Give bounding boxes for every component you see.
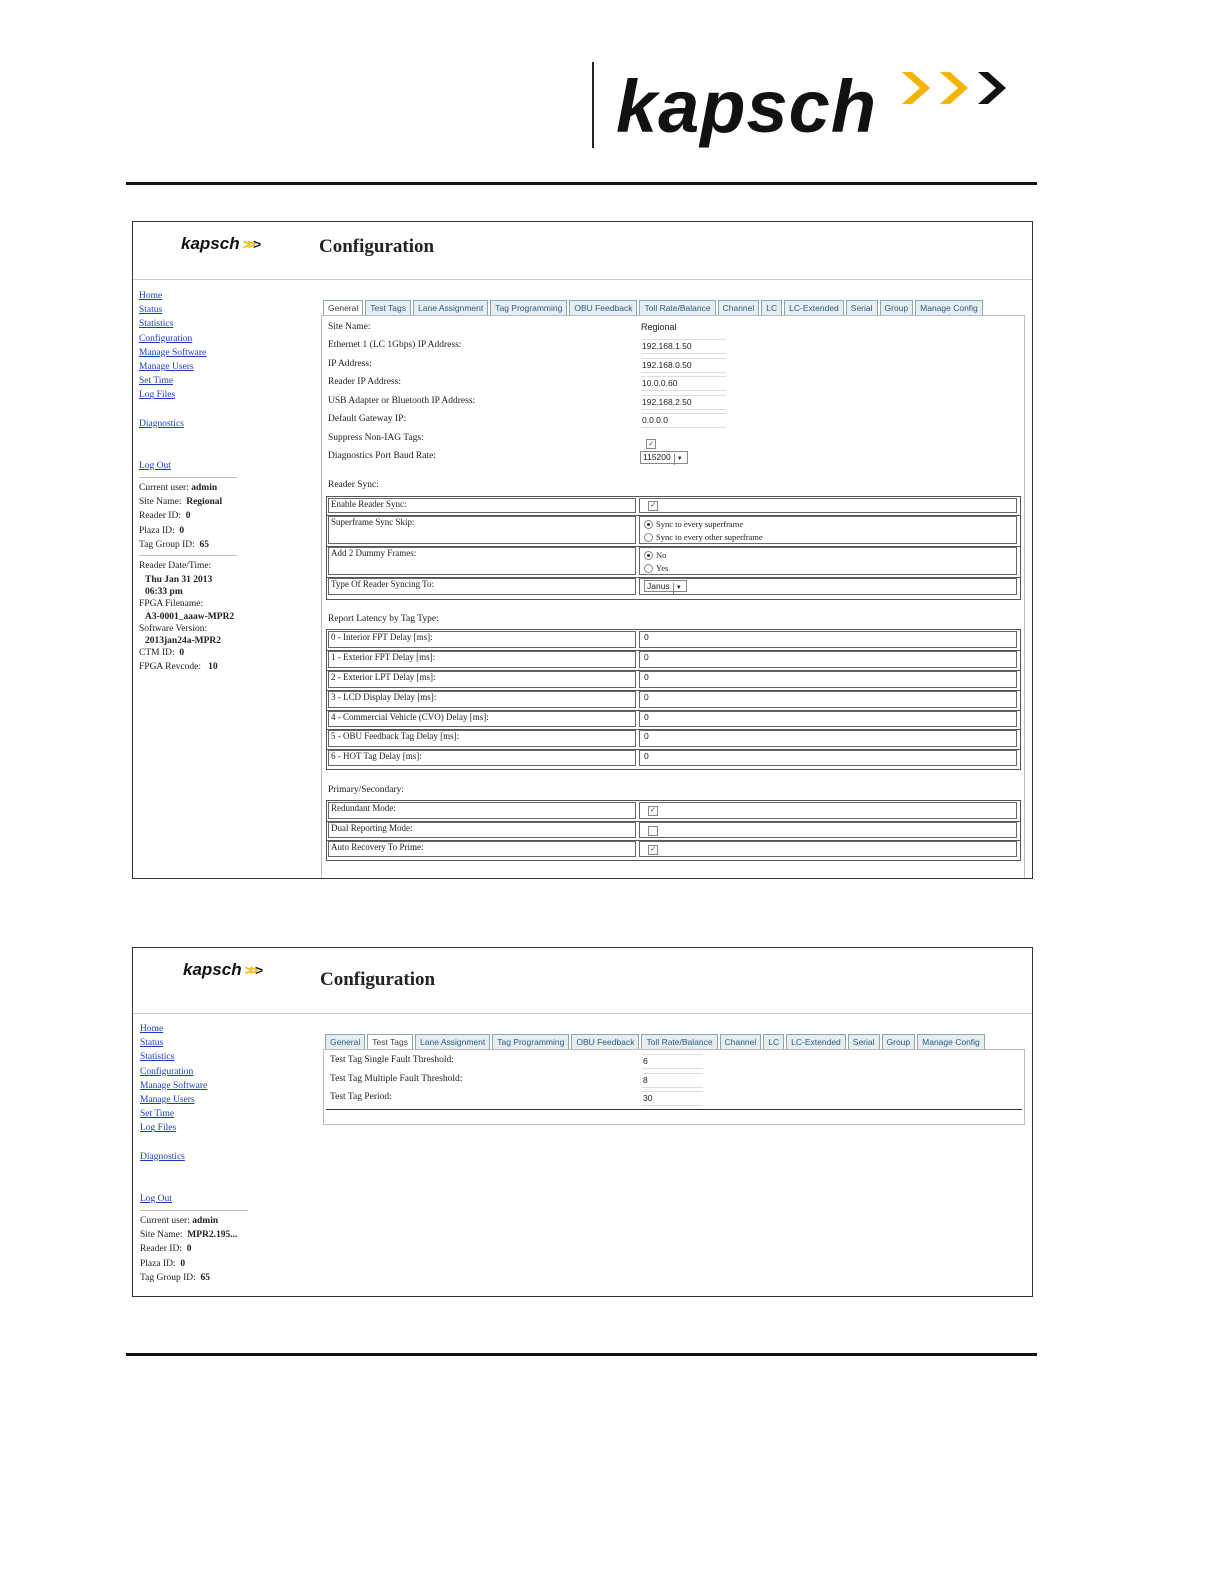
config-tabs xyxy=(323,300,983,316)
latency-input[interactable]: 0 xyxy=(639,651,1017,668)
eth1-ip-input[interactable]: 192.168.1.50 xyxy=(641,339,726,354)
tab-tag-programming[interactable]: Tag Programming xyxy=(492,1034,569,1050)
nav-menu xyxy=(140,1022,207,1206)
tab-toll-rate[interactable]: Toll Rate/Balance xyxy=(639,300,715,316)
config-test-tags-screenshot xyxy=(132,947,1033,1297)
tab-manage-config[interactable]: Manage Config xyxy=(917,1034,985,1050)
field-label: Default Gateway IP: xyxy=(328,414,407,424)
nav-diagnostics[interactable]: Diagnostics xyxy=(139,418,184,429)
baud-rate-select[interactable]: 115200 ▼ xyxy=(640,451,688,464)
sync-type-label: Type Of Reader Syncing To: xyxy=(328,578,636,595)
nav-manage-software[interactable]: Manage Software xyxy=(140,1080,208,1091)
tab-channel[interactable]: Channel xyxy=(720,1034,762,1050)
general-panel xyxy=(321,315,1025,879)
footer-rule xyxy=(126,1353,1037,1356)
nav-home[interactable]: Home xyxy=(139,291,163,301)
nav-statistics[interactable]: Statistics xyxy=(139,319,174,330)
page-title: Configuration xyxy=(319,236,435,257)
mini-logo: kapsch >>> xyxy=(181,234,259,253)
nav-menu xyxy=(139,289,206,473)
field-label: USB Adapter or Bluetooth IP Address: xyxy=(328,396,476,406)
tab-channel[interactable]: Channel xyxy=(718,300,760,316)
sync-every-option[interactable]: Sync to every superframe xyxy=(644,518,1016,531)
auto-recovery-checkbox[interactable]: ✓ xyxy=(648,845,658,855)
nav-statistics[interactable]: Statistics xyxy=(140,1052,175,1063)
reader-sync-table xyxy=(326,496,1021,600)
latency-row-label: 2 - Exterior LPT Delay [ms]: xyxy=(328,671,636,688)
latency-row-label: 0 - Interior FPT Delay [ms]: xyxy=(328,631,636,648)
redundant-mode-label: Redundant Mode: xyxy=(328,802,636,819)
tab-test-tags[interactable]: Test Tags xyxy=(365,300,411,316)
dual-reporting-checkbox[interactable] xyxy=(648,826,658,836)
nav-manage-users[interactable]: Manage Users xyxy=(139,362,194,373)
field-label: Test Tag Single Fault Threshold: xyxy=(330,1055,454,1065)
nav-logout[interactable]: Log Out xyxy=(139,460,171,471)
enable-sync-checkbox[interactable]: ✓ xyxy=(648,501,658,511)
tab-obu-feedback[interactable]: OBU Feedback xyxy=(569,300,637,316)
nav-diagnostics[interactable]: Diagnostics xyxy=(140,1151,185,1162)
mini-logo: kapsch >>> xyxy=(183,960,261,979)
latency-row-label: 6 - HOT Tag Delay [ms]: xyxy=(328,750,636,766)
config-general-screenshot xyxy=(132,221,1033,879)
nav-manage-users[interactable]: Manage Users xyxy=(140,1095,195,1106)
nav-set-time[interactable]: Set Time xyxy=(139,376,174,387)
field-label: Test Tag Multiple Fault Threshold: xyxy=(330,1074,463,1084)
nav-status[interactable]: Status xyxy=(140,1038,164,1049)
tab-manage-config[interactable]: Manage Config xyxy=(915,300,983,316)
tab-lc-extended[interactable]: LC-Extended xyxy=(786,1034,846,1050)
chevron-down-icon: ▼ xyxy=(674,454,685,465)
field-label: Ethernet 1 (LC 1Gbps) IP Address: xyxy=(328,340,462,350)
field-label: Site Name: xyxy=(328,322,371,332)
sync-skip-label: Superframe Sync Skip: xyxy=(328,516,636,544)
ip-address-input[interactable]: 192.168.0.50 xyxy=(641,358,726,373)
tab-test-tags[interactable]: Test Tags xyxy=(367,1034,413,1050)
field-label: Diagnostics Port Baud Rate: xyxy=(328,451,436,461)
latency-table xyxy=(326,629,1021,770)
page-title: Configuration xyxy=(320,969,436,990)
latency-row-label: 1 - Exterior FPT Delay [ms]: xyxy=(328,651,636,668)
tab-lane-assignment[interactable]: Lane Assignment xyxy=(415,1034,490,1050)
logo-wordmark: kapsch xyxy=(616,65,878,148)
field-label: Suppress Non-IAG Tags: xyxy=(328,433,424,443)
dummy-frames-label: Add 2 Dummy Frames: xyxy=(328,547,636,575)
session-info: Current user: admin Site Name: MPR2.195... Reader ID: 0 Plaza ID: 0 Tag Group ID: 65 xyxy=(140,1207,248,1285)
header-divider xyxy=(133,1013,1032,1014)
reader-ip-input[interactable]: 10.0.0.60 xyxy=(641,376,726,391)
nav-log-files[interactable]: Log Files xyxy=(139,390,176,401)
sync-type-select[interactable]: Janus ▼ xyxy=(644,580,687,592)
tab-general[interactable]: General xyxy=(325,1034,365,1050)
tab-lc[interactable]: LC xyxy=(763,1034,784,1050)
field-label: Test Tag Period: xyxy=(330,1092,392,1102)
chevron-down-icon: ▼ xyxy=(673,583,684,594)
usb-ip-input[interactable]: 192.168.2.50 xyxy=(641,395,726,410)
logo-chevrons-icon xyxy=(902,66,1022,116)
primary-secondary-table xyxy=(326,800,1021,861)
sync-every-other-option[interactable]: Sync to every other superframe xyxy=(644,531,1016,544)
field-label: Reader IP Address: xyxy=(328,377,401,387)
tab-lc-extended[interactable]: LC-Extended xyxy=(784,300,844,316)
dummy-no-option[interactable]: No xyxy=(644,549,1016,562)
latency-input[interactable]: 0 xyxy=(639,691,1017,708)
logo-divider xyxy=(592,62,594,148)
test-tags-panel xyxy=(323,1049,1025,1125)
latency-label: Report Latency by Tag Type: xyxy=(328,614,439,624)
nav-logout[interactable]: Log Out xyxy=(140,1193,172,1204)
test-tag-period-input[interactable]: 30 xyxy=(642,1091,703,1106)
gateway-ip-input[interactable]: 0.0.0.0 xyxy=(641,413,726,428)
radio-icon xyxy=(644,551,653,560)
latency-input[interactable]: 0 xyxy=(639,671,1017,688)
tab-group[interactable]: Group xyxy=(880,300,914,316)
auto-recovery-label: Auto Recovery To Prime: xyxy=(328,841,636,857)
tab-lc[interactable]: LC xyxy=(761,300,782,316)
config-tabs xyxy=(325,1034,985,1050)
site-name-value: Regional xyxy=(641,322,677,332)
latency-input[interactable]: 0 xyxy=(639,730,1017,747)
primary-secondary-label: Primary/Secondary: xyxy=(328,785,404,795)
dual-reporting-label: Dual Reporting Mode: xyxy=(328,822,636,838)
tab-serial[interactable]: Serial xyxy=(848,1034,880,1050)
tab-obu-feedback[interactable]: OBU Feedback xyxy=(571,1034,639,1050)
dummy-yes-option[interactable]: Yes xyxy=(644,562,1016,575)
header-divider xyxy=(133,279,1032,280)
tab-toll-rate[interactable]: Toll Rate/Balance xyxy=(641,1034,717,1050)
enable-sync-label: Enable Reader Sync: xyxy=(328,498,636,513)
nav-configuration[interactable]: Configuration xyxy=(140,1066,194,1077)
tab-group[interactable]: Group xyxy=(882,1034,916,1050)
reader-sync-label: Reader Sync: xyxy=(328,480,379,490)
latency-input[interactable]: 0 xyxy=(639,631,1017,648)
latency-row-label: 5 - OBU Feedback Tag Delay [ms]: xyxy=(328,730,636,747)
tab-serial[interactable]: Serial xyxy=(846,300,878,316)
latency-row-label: 4 - Commercial Vehicle (CVO) Delay [ms]: xyxy=(328,711,636,727)
multiple-fault-input[interactable]: 8 xyxy=(642,1073,703,1088)
header-rule xyxy=(126,182,1037,185)
nav-configuration[interactable]: Configuration xyxy=(139,333,193,344)
nav-manage-software[interactable]: Manage Software xyxy=(139,347,207,358)
radio-icon xyxy=(644,533,653,542)
session-info: Current user: admin Site Name: Regional Reader ID: 0 Plaza ID: 0 Tag Group ID: 65 Reader Date/Time: Thu Jan 31 2013 06:33 pm FPGA Filename: A3-0001_aaaw-MPR2 Software Version: 2013jan24a-MPR2 CTM ID: 0 FPGA Revcode: 10 xyxy=(139,474,237,674)
nav-status[interactable]: Status xyxy=(139,305,163,316)
radio-icon xyxy=(644,564,653,573)
suppress-non-iag-checkbox[interactable]: ✓ xyxy=(646,439,656,449)
page-logo xyxy=(592,62,1042,152)
nav-set-time[interactable]: Set Time xyxy=(140,1109,175,1120)
tab-lane-assignment[interactable]: Lane Assignment xyxy=(413,300,488,316)
latency-row-label: 3 - LCD Display Delay [ms]: xyxy=(328,691,636,708)
latency-input[interactable]: 0 xyxy=(639,711,1017,727)
radio-icon xyxy=(644,520,653,529)
redundant-mode-checkbox[interactable]: ✓ xyxy=(648,806,658,816)
tab-general[interactable]: General xyxy=(323,300,363,316)
latency-input[interactable]: 0 xyxy=(639,750,1017,766)
tab-tag-programming[interactable]: Tag Programming xyxy=(490,300,567,316)
single-fault-input[interactable]: 6 xyxy=(642,1054,703,1069)
field-label: IP Address: xyxy=(328,359,372,369)
nav-log-files[interactable]: Log Files xyxy=(140,1123,177,1134)
panel-divider xyxy=(326,1109,1022,1110)
nav-home[interactable]: Home xyxy=(140,1024,164,1034)
